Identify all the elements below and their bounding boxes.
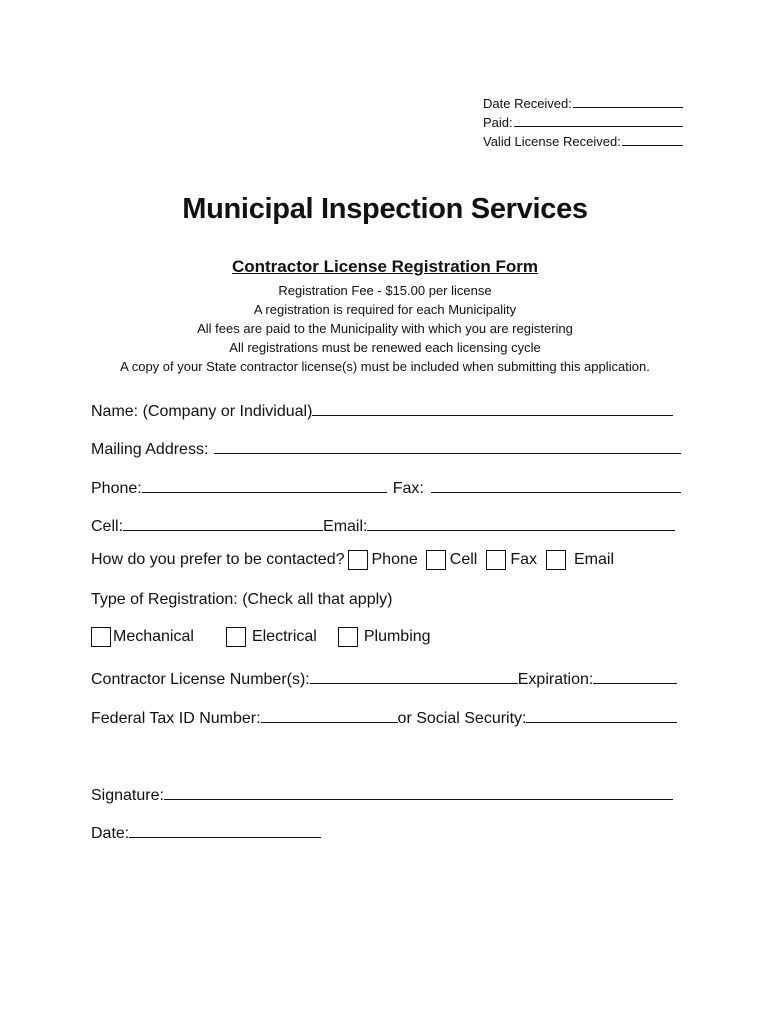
- form-subtitle: [0, 257, 770, 277]
- date-received-row: [483, 94, 683, 113]
- cell-label: Cell:: [91, 518, 124, 535]
- mailing-address-row: [91, 437, 681, 459]
- fax-field[interactable]: [431, 476, 681, 493]
- contact-fax-checkbox[interactable]: [486, 550, 506, 570]
- contact-fax-label: Fax: [510, 551, 537, 568]
- license-number-label: Contractor License Number(s):: [91, 671, 310, 688]
- email-label: Email:: [323, 518, 368, 535]
- phone-label: Phone:: [91, 480, 142, 497]
- valid-license-label: Valid License Received:: [483, 134, 621, 149]
- signature-row: [91, 783, 681, 805]
- registration-options-row: [91, 627, 431, 647]
- paid-row: [483, 113, 683, 132]
- cell-email-row: [91, 514, 681, 536]
- contact-cell-checkbox[interactable]: [426, 550, 446, 570]
- date-field[interactable]: [129, 821, 321, 838]
- plumbing-label: Plumbing: [363, 628, 431, 645]
- mechanical-label: Mechanical: [113, 628, 194, 645]
- electrical-checkbox[interactable]: [226, 627, 246, 647]
- phone-field[interactable]: [142, 476, 387, 493]
- registration-type-label: Type of Registration: (Check all that apply): [91, 591, 393, 608]
- fax-label: Fax:: [392, 480, 424, 497]
- paid-field[interactable]: [514, 113, 683, 127]
- tax-id-row: [91, 706, 681, 728]
- expiration-field[interactable]: [593, 667, 677, 684]
- registration-type-row: [91, 591, 681, 609]
- mailing-address-label: Mailing Address:: [91, 441, 209, 458]
- signature-label: Signature:: [91, 787, 164, 804]
- license-number-field[interactable]: [310, 667, 518, 684]
- mailing-address-field[interactable]: [214, 437, 681, 454]
- electrical-label: Electrical: [251, 628, 317, 645]
- social-security-field[interactable]: [526, 706, 677, 723]
- name-field[interactable]: [312, 399, 673, 416]
- contact-preference-row: [91, 550, 614, 570]
- tax-id-field[interactable]: [261, 706, 398, 723]
- note-renewal: All registrations must be renewed each licensing cycle: [229, 340, 541, 355]
- form-subtitle-text: Contractor License Registration Form: [231, 257, 539, 276]
- contact-question-label: How do you prefer to be contacted?: [91, 551, 345, 568]
- name-row: [91, 399, 681, 421]
- expiration-label: Expiration:: [517, 671, 594, 688]
- note-registration-fee: Registration Fee - $15.00 per license: [278, 283, 492, 298]
- date-received-label: Date Received:: [483, 96, 572, 111]
- note-fees-paid: All fees are paid to the Municipality with which you are registering: [197, 321, 573, 336]
- note-per-municipality: A registration is required for each Municipality: [253, 302, 517, 317]
- contact-email-checkbox[interactable]: [546, 550, 566, 570]
- date-label: Date:: [91, 825, 130, 842]
- valid-license-row: [483, 132, 683, 151]
- contact-phone-label: Phone: [371, 551, 418, 568]
- date-received-field[interactable]: [573, 94, 683, 108]
- contact-phone-checkbox[interactable]: [348, 550, 368, 570]
- page-title: Municipal Inspection Services: [182, 193, 588, 225]
- form-notes: [0, 281, 770, 376]
- license-number-row: [91, 667, 681, 689]
- paid-label: Paid:: [483, 115, 513, 130]
- office-use-block: [483, 94, 683, 151]
- social-security-label: or Social Security:: [397, 710, 527, 727]
- note-license-copy: A copy of your State contractor license(s) must be included when submitting this application.: [120, 359, 650, 374]
- mechanical-checkbox[interactable]: [91, 627, 111, 647]
- cell-field[interactable]: [123, 514, 323, 531]
- name-label: Name: (Company or Individual): [91, 403, 313, 420]
- email-field[interactable]: [367, 514, 675, 531]
- signature-field[interactable]: [164, 783, 673, 800]
- date-row: [91, 821, 681, 843]
- tax-id-label: Federal Tax ID Number:: [91, 710, 261, 727]
- contact-cell-label: Cell: [449, 551, 478, 568]
- phone-fax-row: [91, 476, 681, 498]
- contact-email-label: Email: [574, 551, 615, 568]
- plumbing-checkbox[interactable]: [338, 627, 358, 647]
- valid-license-field[interactable]: [622, 132, 683, 146]
